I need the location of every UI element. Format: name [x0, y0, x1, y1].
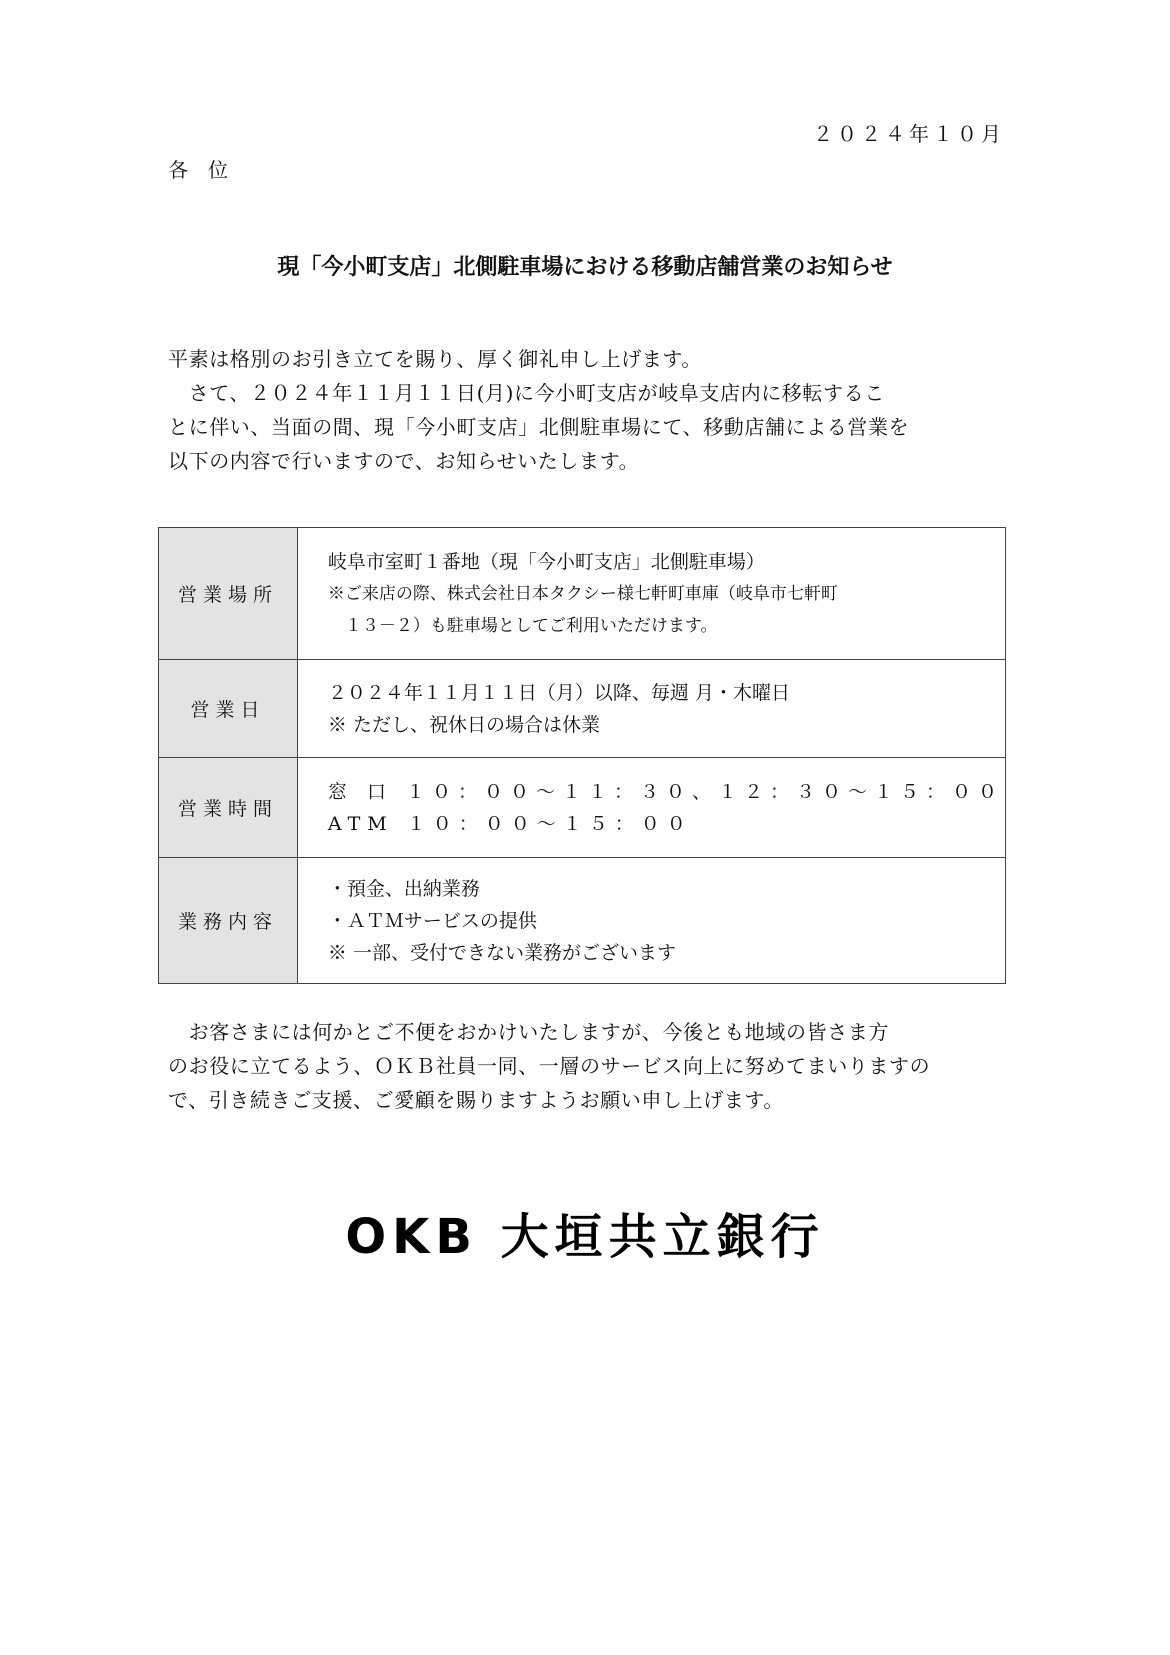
services-note: ※ 一部、受付できない業務がございます: [327, 941, 676, 964]
bank-logo: OKB 大垣共立銀行: [345, 1209, 825, 1265]
notice-title: 現「今小町支店」北側駐車場における移動店舗営業のお知らせ: [277, 255, 893, 280]
intro-line: 平素は格別のお引き立てを賜り、厚く御礼申し上げます。: [168, 347, 702, 371]
table-row-days: [159, 660, 1006, 758]
table-row-hours: [159, 758, 1006, 858]
closing-line: で、引き続きご支援、ご愛顧を賜りますようお願い申し上げます。: [168, 1088, 784, 1112]
location-label: 営業場所: [159, 528, 298, 660]
intro-line: とに伴い、当面の間、現「今小町支店」北側駐車場にて、移動店舗による営業を: [168, 415, 910, 439]
intro-line: 以下の内容で行いますので、お知らせいたします。: [168, 449, 640, 473]
intro-paragraph: [168, 342, 1008, 478]
addressee: 各位: [168, 158, 248, 182]
days-schedule: ２０２４年１１月１１日（月）以降、毎週 月・木曜日: [327, 681, 790, 704]
table-row-location: [159, 528, 1006, 660]
table-row-services: [159, 858, 1006, 984]
hours-value: [297, 758, 1005, 858]
location-value: [297, 528, 1005, 660]
location-address: 岐阜市室町１番地（現「今小町支店」北側駐車場）: [327, 550, 765, 573]
closing-line: のお役に立てるよう、ＯＫＢ社員一同、一層のサービス向上に努めてまいりますの: [168, 1054, 931, 1078]
services-label: 業務内容: [159, 858, 298, 984]
hours-label: 営業時間: [159, 758, 298, 858]
services-value: [297, 858, 1005, 984]
date: ２０２４年１０月: [813, 122, 1005, 146]
location-note: １３－２）も駐車場としてご利用いただけます。: [327, 615, 718, 636]
days-value: [297, 660, 1005, 758]
closing-line: お客さまには何かとご不便をおかけいたしますが、今後とも地域の皆さま方: [168, 1020, 889, 1044]
hours-counter: 窓 口 １０：００～１１：３０、１２：３０～１５：００: [327, 780, 1004, 803]
closing-paragraph: [168, 1015, 1008, 1117]
location-note: ※ご来店の際、株式会社日本タクシー様七軒町車庫（岐阜市七軒町: [327, 583, 838, 604]
days-note: ※ ただし、祝休日の場合は休業: [327, 713, 600, 736]
hours-atm: ATM １０：００～１５：００: [327, 812, 693, 835]
info-table: [158, 527, 1006, 984]
intro-line: さて、２０２４年１１月１１日(月)に今小町支店が岐阜支店内に移転するこ: [168, 381, 885, 405]
services-item: ・ＡＴＭサービスの提供: [327, 909, 537, 932]
days-label: 営業日: [159, 660, 298, 758]
services-item: ・預金、出納業務: [327, 877, 480, 900]
